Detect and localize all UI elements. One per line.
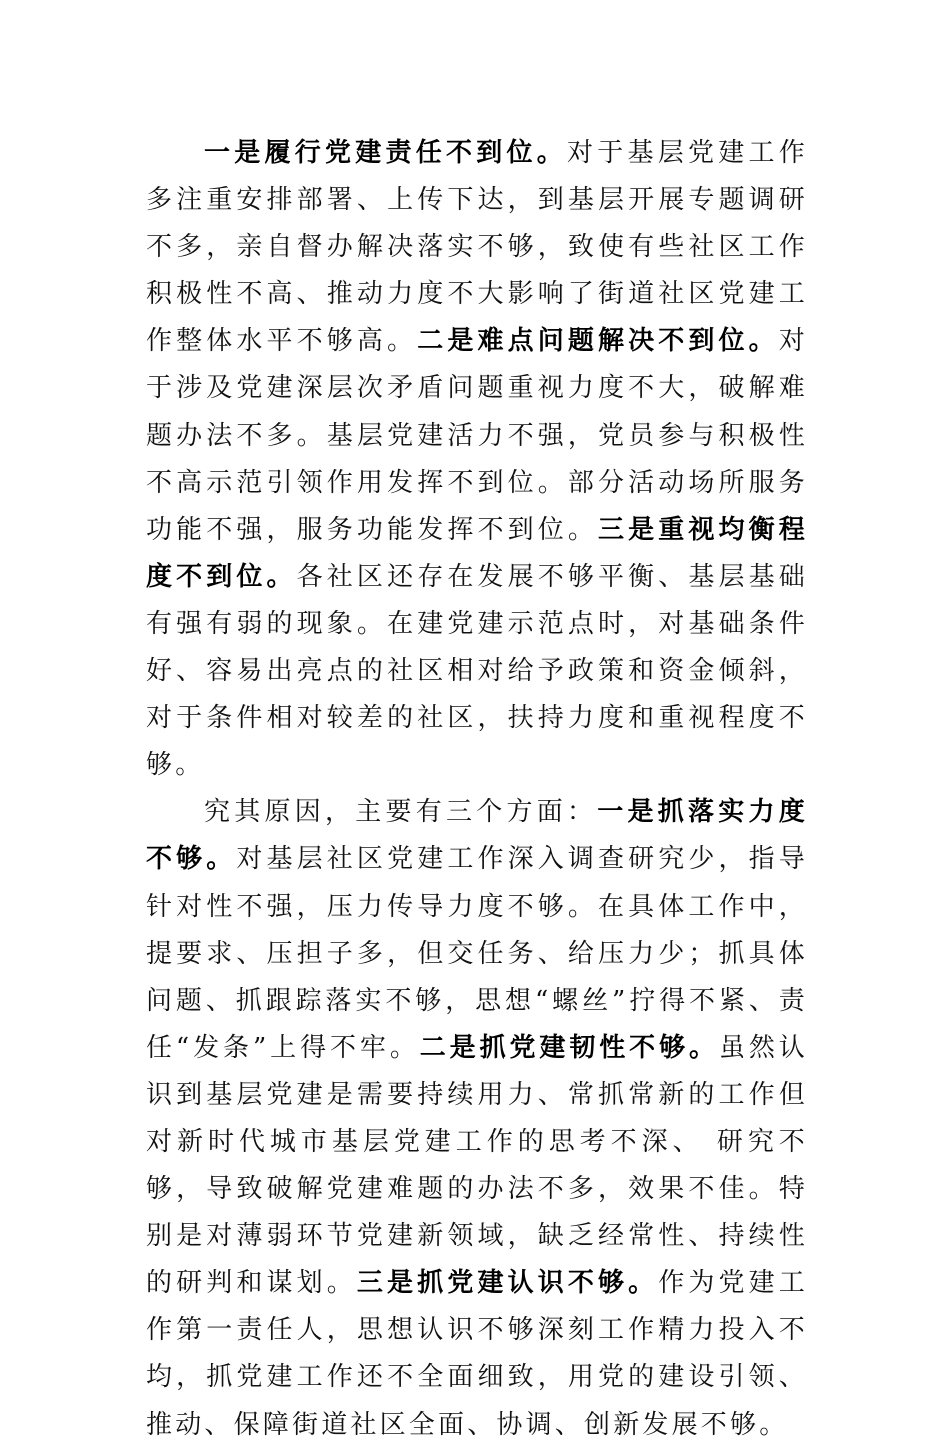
document-body: [146, 130, 808, 1449]
body-text: 各社区还存在发展不够平衡、基层基础有强有弱的现象。在建党建示范点时，对基础条件好、容易出亮点的社区相对给予政策和资金倾斜，对于条件相对较差的社区，扶持力度和重视程度不够。: [146, 561, 808, 781]
heading-difficulties-not-solved: 二是难点问题解决不到位。: [417, 326, 779, 357]
body-text: 对基层社区党建工作深入调查研究少，指导针对性不强，压力传导力度不够。在具体工作中，提要求、压担子多，但交任务、给压力少；抓具体问题、抓跟踪落实不够，思想“螺丝”拧得不紧、责任“发条”上得不牢。: [146, 844, 808, 1063]
heading-balance-not-emphasized: 三是重视均衡程度不到位。: [146, 514, 808, 592]
body-text: 究其原因，主要有三个方面：: [204, 797, 598, 828]
paragraph-causes: [146, 789, 808, 1448]
body-text: 作为党建工作第一责任人，思想认识不够深刻工作精力投入不均，抓党建工作还不全面细致，用党的建设引领、推动、保障街道社区全面、协调、创新发展不够。: [146, 1268, 808, 1440]
paragraph-problems: [146, 130, 808, 789]
body-text: 虽然认识到基层党建是需要持续用力、常抓常新的工作但对新时代城市基层党建工作的思考不深、 研究不够，导致破解党建难题的办法不多，效果不佳。特别是对薄弱环节党建新领域，缺乏经常性、持续性的研判和谋划。: [146, 1032, 808, 1299]
heading-awareness-insufficient: 三是抓党建认识不够。: [356, 1268, 659, 1299]
body-text: 对于涉及党建深层次矛盾问题重视力度不大，破解难题办法不多。基层党建活力不强，党员参与积极性不高示范引领作用发挥不到位。部分活动场所服务功能不强，服务功能发挥不到位。: [146, 326, 808, 545]
heading-implementation-insufficient: 一是抓落实力度不够。: [146, 797, 808, 875]
body-text: 对于基层党建工作多注重安排部署、上传下达，到基层开展专题调研不多，亲自督办解决落实不够，致使有些社区工作积极性不高、推动力度不大影响了街道社区党建工作整体水平不够高。: [146, 138, 808, 357]
heading-duty-not-fulfilled: 一是履行党建责任不到位。: [204, 138, 568, 168]
heading-persistence-insufficient: 二是抓党建韧性不够。: [419, 1032, 719, 1063]
